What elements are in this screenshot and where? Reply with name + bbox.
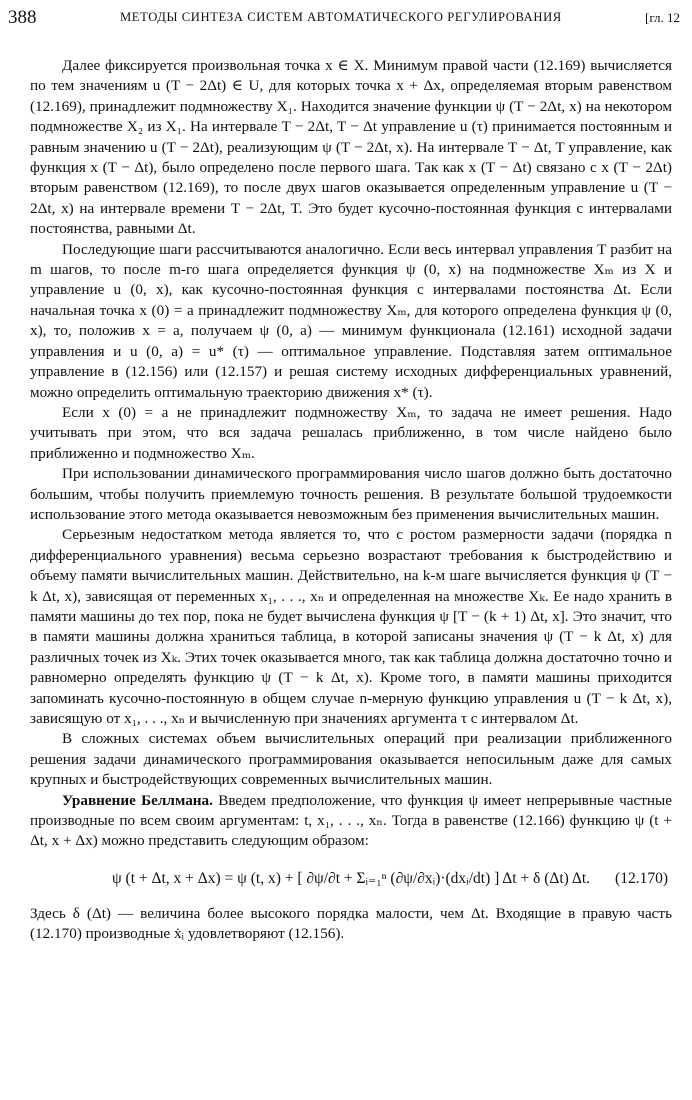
equation-number: (12.170): [615, 869, 668, 887]
paragraph-closing: Здесь δ (Δt) — величина более высокого порядка малости, чем Δt. Входящие в правую часть (12.170) производные ẋᵢ удовлетворяют (12.156).: [30, 904, 672, 943]
running-title: МЕТОДЫ СИНТЕЗА СИСТЕМ АВТОМАТИЧЕСКОГО РЕГУЛИРОВАНИЯ: [120, 10, 562, 24]
body-text: [30, 56, 672, 945]
equation-formula: ψ (t + Δt, x + Δx) = ψ (t, x) + [ ∂ψ/∂t + Σᵢ₌₁ⁿ (∂ψ/∂xᵢ)·(dxᵢ/dt) ] Δt + δ (Δt) Δt.: [111, 869, 591, 887]
equation-12-170: [30, 862, 672, 896]
page-number: 388: [8, 7, 37, 28]
paragraph-complex-systems: В сложных системах объем вычислительных операций при реализации приближенного решения задачи динамического программирования оказывается непосильным даже для самых крупных и быстродействующих современных вычислительных машин.: [30, 730, 672, 789]
paragraph-fixed-point: Далее фиксируется произвольная точка x ∈ X. Минимум правой части (12.169) вычисляется по тем значениям u (T − 2Δt) ∈ U, для которых точка x + Δx, определяемая вторым равенством (12.169), принадлежит подмножеству X₁. Находится значение функции ψ (T − 2Δt, x) на некотором подмножестве X₂ из X₁. На интервале T − 2Δt, T − Δt управление u (τ) принимается постоянным и равным значению u (T − 2Δt), реализующим ψ (T − 2Δt, x). На интервале T − Δt, T управление, как функция x (T − Δt), было определено после первого шага. Так как x (T − Δt) связано с x (T − 2Δt) вторым равенством (12.169), то после двух шагов оказывается определенным управление u (T − 2Δt, x) на интервале времени T − 2Δt, T. Это будет кусочно-постоянная функция с интервалами постоянства, равными Δt.: [30, 57, 672, 238]
paragraph-no-solution: Если x (0) = a не принадлежит подмножеству Xₘ, то задача не имеет решения. Надо учитывать при этом, что вся задача решалась приближенно, в том числе найдено было приближенно и подмножество Xₘ.: [30, 403, 672, 462]
running-header: [8, 7, 684, 33]
paragraph-number-of-steps: При использовании динамического программирования число шагов должно быть достаточно большим, чтобы получить приемлемую точность решения. В результате большой трудоемкости использование этого метода оказывается невозможным без применения вычислительных машин.: [30, 465, 672, 523]
paragraph-bellman: [30, 791, 672, 852]
bellman-heading: Уравнение Беллмана.: [62, 791, 213, 809]
paragraph-drawback: Серьезным недостатком метода является то, что с ростом размерности задачи (порядка n дифференциального уравнения) весьма серьезно возрастают требования к быстродействию и объему памяти вычислительных машин. Действительно, на k-м шаге вычисляется функция ψ (T − k Δt, x), зависящая от переменных x₁, . . ., xₙ и определенная на множестве Xₖ. Ее надо хранить в памяти машины до тех пор, пока не будет вычислена функция ψ [T − (k + 1) Δt, x]. Это значит, что в памяти машины должна храниться таблица, в которой записаны значения ψ (T − k Δt, x) для различных точек из Xₖ. Этих точек оказывается много, так как таблица должна достаточно точно и равномерно определять функцию ψ (T − k Δt, x). Кроме того, в памяти машины приходится запоминать кусочно-постоянную в общем случае n-мерную функцию управления u (T − k Δt, x), зависящую от x₁, . . ., xₙ и вычисленную при значениях аргумента τ с интервалом Δt.: [30, 526, 672, 727]
bellman-text: Введем предположение, что функция ψ имеет непрерывные частные производные по всем своим аргументам: t, x₁, . . ., xₙ. Тогда в равенстве (12.166) функцию ψ (t + Δt, x + Δx) можно представить следующим образом:: [30, 791, 672, 850]
paragraph-subsequent-steps: Последующие шаги рассчитываются аналогично. Если весь интервал управления T разбит на m шагов, то после m-го шага определяется функция ψ (0, x) на подмножестве Xₘ из X и управление u (0, x), как кусочно-постоянная функция с интервалами постоянства Δt. Если начальная точка x (0) = a принадлежит подмножеству Xₘ, для которого определена функция ψ (0, x), то, положив x = a, получаем ψ (0, a) — минимум функционала (12.161) исходной задачи управления и u (0, a) = u* (τ) — оптимальное управление. Подставляя затем оптимальное управление в (12.156) или (12.157) и решая систему исходных дифференциальных уравнений, можно определить оптимальную траекторию движения x* (τ).: [30, 240, 672, 401]
chapter-label: [гл. 12: [645, 10, 680, 25]
